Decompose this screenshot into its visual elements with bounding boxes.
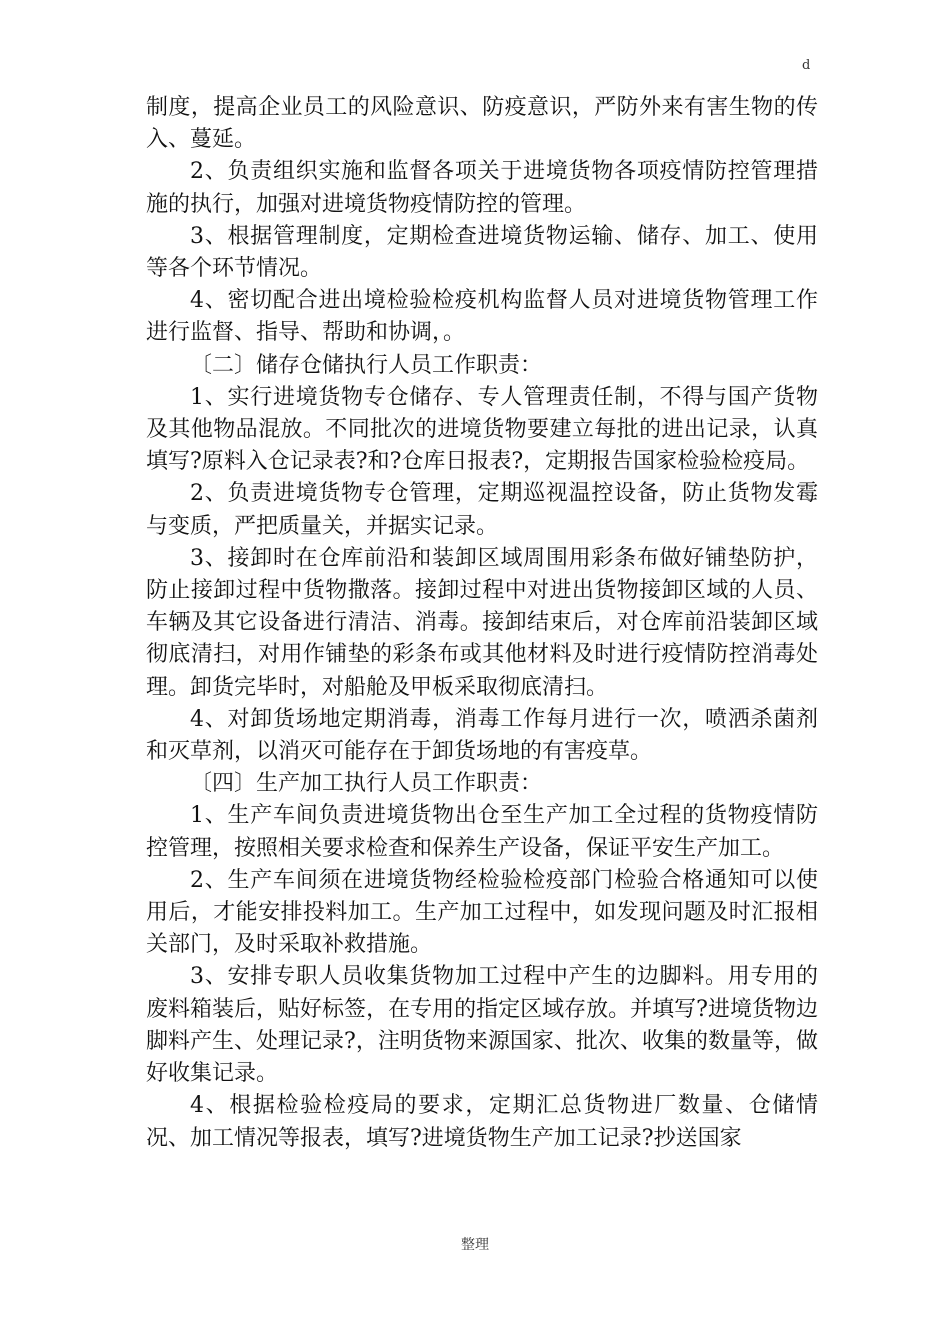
section-heading-production: 〔四〕生产加工执行人员工作职责：	[190, 771, 543, 797]
paragraph-item: 3、接卸时在仓库前沿和装卸区域周围用彩条布做好铺垫防护，防止接卸过程中货物撒落。接卸过程中对进出货物接卸区域的人员、车辆及其它设备进行清洁、消毒。接卸结束后，对仓库前沿装卸区域彻底清扫，对用作铺垫的彩条布或其他材料及时进行疫情防控消毒处理。卸货完毕时，对船舱及甲板采取彻底清扫。	[146, 545, 818, 700]
paragraph-continuation: 制度，提高企业员工的风险意识、防疫意识，严防外来有害生物的传入、蔓延。	[146, 95, 818, 153]
paragraph-item: 2、负责进境货物专仓管理，定期巡视温控设备，防止货物发霉与变质，严把质量关，并据实记录。	[146, 481, 818, 539]
footer-mark: 整理	[461, 1237, 489, 1253]
paragraph-item: 1、生产车间负责进境货物出仓至生产加工全过程的货物疫情防控管理，按照相关要求检查和保养生产设备，保证平安生产加工。	[146, 803, 818, 861]
paragraph-item: 3、根据管理制度，定期检查进境货物运输、储存、加工、使用等各个环节情况。	[146, 223, 818, 282]
paragraph-item: 1、实行进境货物专仓储存、专人管理责任制，不得与国产货物及其他物品混放。不同批次的进境货物要建立每批的进出记录，认真填写?原料入仓记录表?和?仓库日报表?，定期报告国家检验检疫局。	[146, 384, 818, 475]
paragraph-item: 4、根据检验检疫局的要求，定期汇总货物进厂数量、仓储情况、加工情况等报表，填写?进境货物生产加工记录?抄送国家	[146, 1093, 818, 1151]
document-body	[146, 92, 818, 1155]
paragraph-item: 3、安排专职人员收集货物加工过程中产生的边脚料。用专用的废料箱装后，贴好标签，在专用的指定区域存放。并填写?进境货物边脚料产生、处理记录?，注明货物来源国家、批次、收集的数量等，做好收集记录。	[146, 964, 818, 1087]
header-mark: d	[802, 58, 811, 73]
paragraph-item: 2、生产车间须在进境货物经检验检疫部门检验合格通知可以使用后，才能安排投料加工。生产加工过程中，如发现问题及时汇报相关部门，及时采取补救措施。	[146, 867, 818, 958]
section-heading-storage: 〔二〕储存仓储执行人员工作职责：	[190, 352, 543, 378]
paragraph-item: 4、对卸货场地定期消毒，消毒工作每月进行一次，喷洒杀菌剂和灭草剂，以消灭可能存在于卸货场地的有害疫草。	[146, 706, 818, 765]
paragraph-item: 2、负责组织实施和监督各项关于进境货物各项疫情防控管理措施的执行，加强对进境货物疫情防控的管理。	[146, 159, 818, 217]
paragraph-item: 4、密切配合进出境检验检疫机构监督人员对进境货物管理工作进行监督、指导、帮助和协调，。	[146, 288, 818, 346]
